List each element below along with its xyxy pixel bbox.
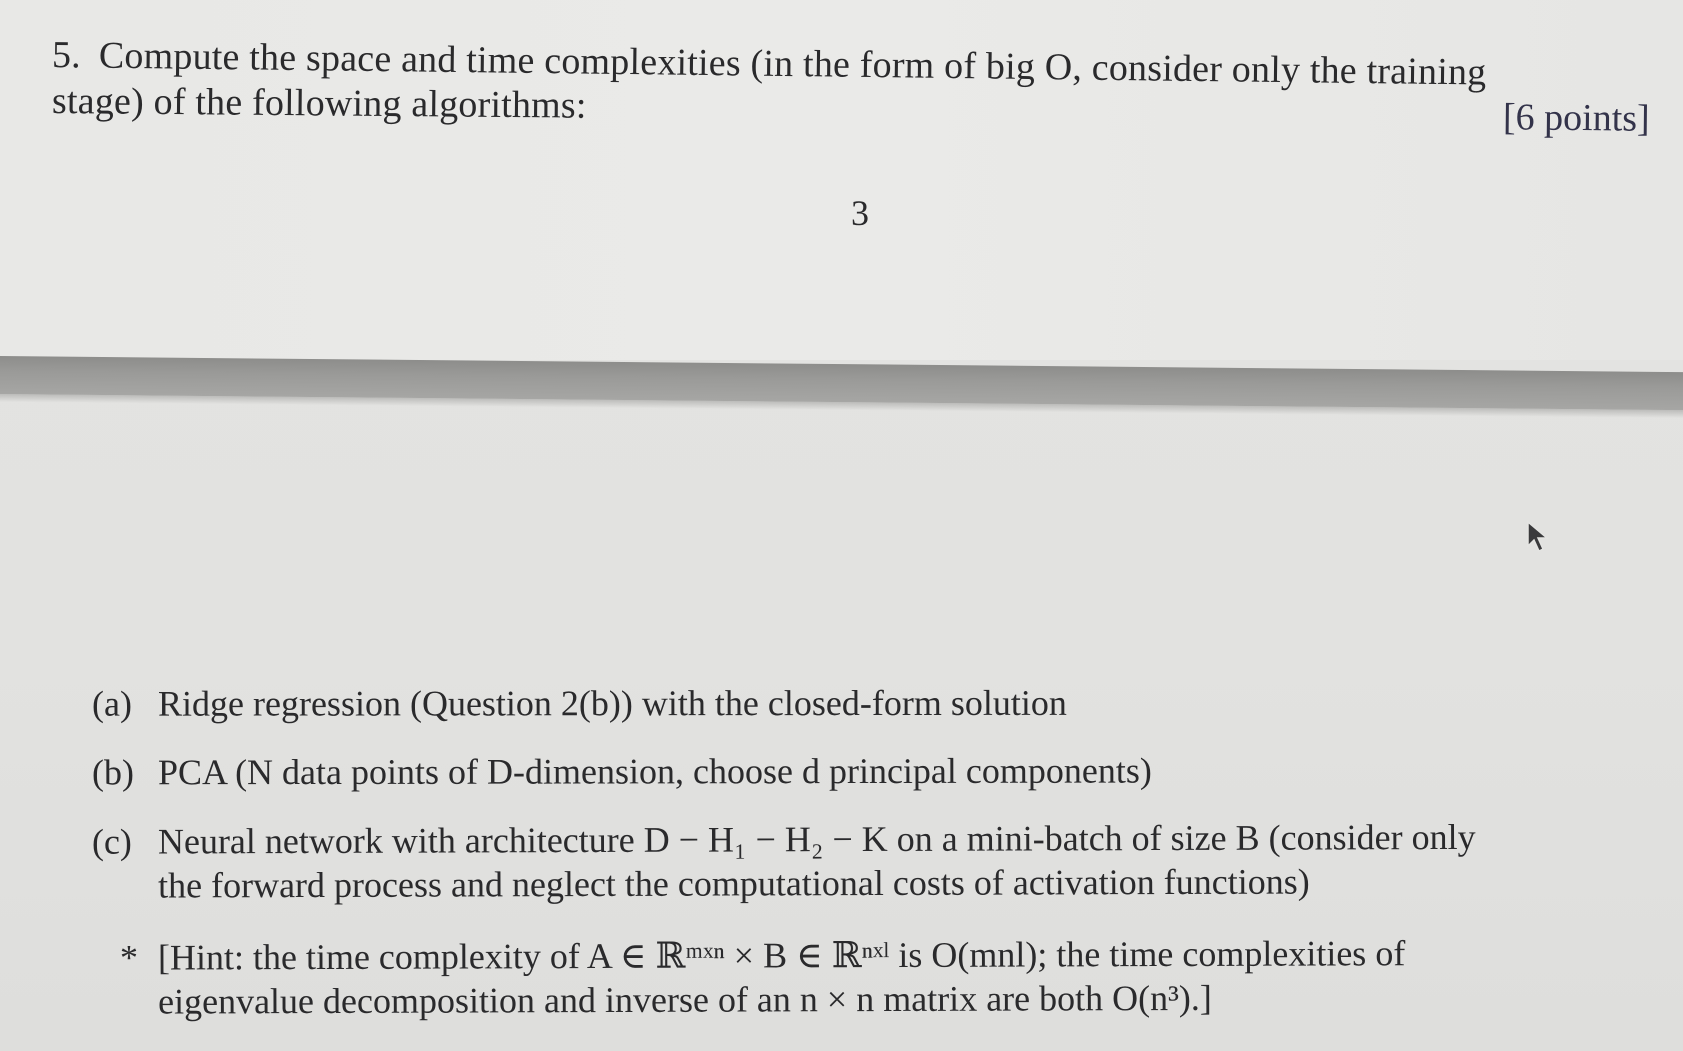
sub-question-a-text: Ridge regression (Question 2(b)) with the closed-form solution	[157, 682, 1067, 724]
sub-question-c	[92, 815, 1652, 906]
sub-question-list	[92, 682, 1652, 1042]
sub-question-b-label: (b)	[91, 752, 135, 793]
hint-text-line-2: eigenvalue decomposition and inverse of an n × n matrix are both O(n³).]	[158, 977, 1212, 1022]
hint-marker: *	[119, 937, 138, 978]
sub-question-b-text: PCA (N data points of D-dimension, choose d principal components)	[157, 750, 1152, 793]
sub-question-a-label: (a)	[91, 683, 132, 724]
question-text-line-2: stage) of the following algorithms:	[51, 80, 587, 127]
sub-question-c-text-line-1: Neural network with architecture D − H₁ − H₂ − K on a mini-batch of size B (consider only	[157, 816, 1476, 862]
mouse-pointer-icon	[1526, 520, 1552, 554]
points-label: [6 points]	[1502, 96, 1650, 140]
sub-question-c-label: (c)	[91, 821, 132, 862]
sub-question-b	[92, 749, 1652, 794]
hint-text-line-1: [Hint: the time complexity of A ∈ ℝᵐˣⁿ × B ∈ ℝⁿˣˡ is O(mnl); the time complexities of	[157, 933, 1406, 978]
sub-question-a	[92, 681, 1652, 724]
question-number: 5.	[51, 34, 82, 77]
sub-question-c-text-line-2: the forward process and neglect the computational costs of activation functions)	[158, 861, 1310, 906]
question-text-line-1: Compute the space and time complexities (in the form of big O, consider only the training	[98, 34, 1487, 94]
question-statement	[51, 32, 1652, 127]
page-number: 3	[851, 193, 869, 233]
hint-note	[120, 931, 1652, 1022]
